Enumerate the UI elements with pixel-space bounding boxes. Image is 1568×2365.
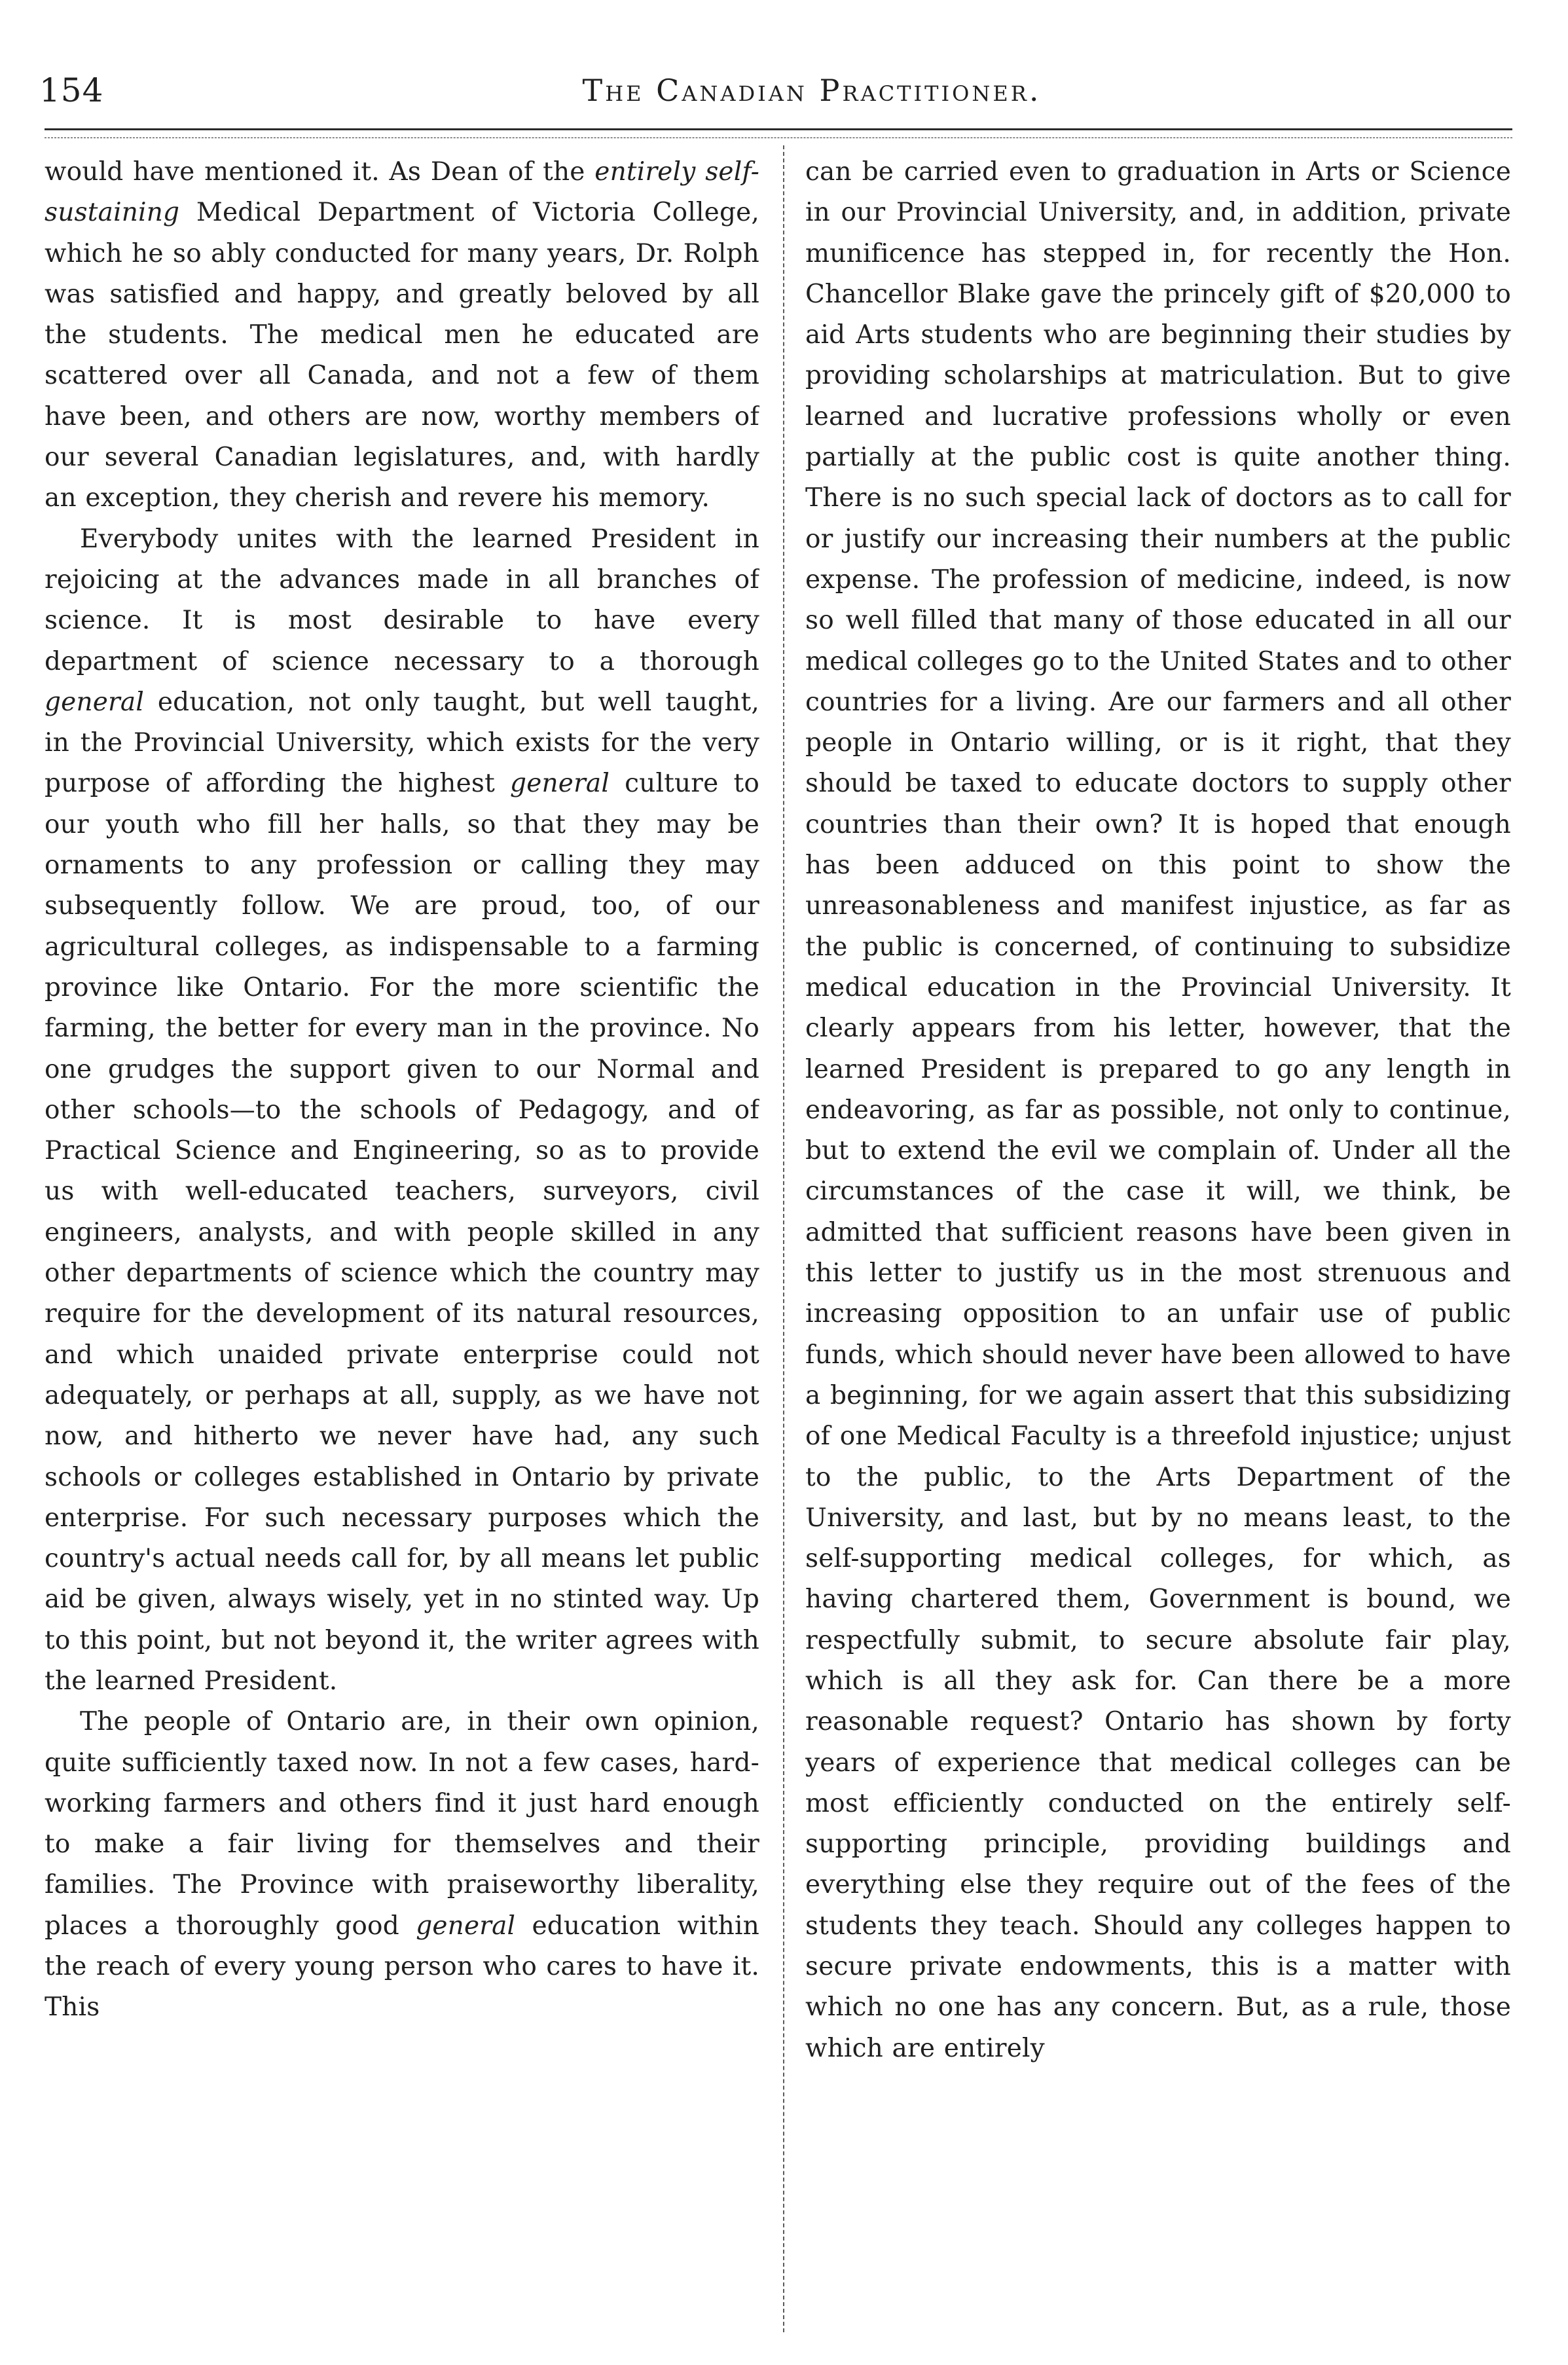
running-title: The Canadian Practitioner. — [582, 73, 1042, 108]
text-run: Everybody unites with the learned President in rejoicing at the advances made in all branches of science. It is most desirable to have every department of science necessary to a thorough — [45, 524, 759, 676]
paragraph — [45, 1702, 759, 2028]
column-divider — [783, 145, 784, 2332]
italic-run: general — [416, 1911, 516, 1941]
italic-run: entirely self-sustaining — [45, 157, 759, 228]
text-run: would have mentioned it. As Dean of the — [45, 157, 595, 187]
left-column — [45, 152, 759, 2326]
page-number: 154 — [39, 71, 104, 109]
paragraph: can be carried even to graduation in Arts or Science in our Provincial University, and, in addition, private munificence has stepped in, for recently the Hon. Chancellor Blake gave the princely gift of $20,000 to aid Arts students who are beginning their studies by providing scholarships at matriculation. But to give learned and lucrative professions wholly or even partially at the public cost is quite another thing. There is no such special lack of doctors as to call for or justify our increasing their numbers at the public expense. The profession of medicine, indeed, is now so well filled that many of those educated in all our medical colleges go to the United States and to other countries for a living. Are our farmers and all other people in Ontario willing, or is it right, that they should be taxed to educate doctors to supply other countries than their own? It is hoped that enough has been adduced on this point to show the unreasonableness and manifest injustice, as far as the public is concerned, of continuing to subsidize medical education in the Provincial University. It clearly appears from his letter, however, that the learned President is prepared to go any length in endeavoring, as far as possible, not only to continue, but to extend the evil we complain of. Under all the circumstances of the case it will, we think, be admitted that sufficient reasons have been given in this letter to justify us in the most strenuous and increasing opposition to an unfair use of public funds, which should never have been allowed to have a beginning, for we again assert that this subsidizing of one Medical Faculty is a threefold injustice; unjust to the public, to the Arts Department of the University, and last, but by no means least, to the self-supporting medical colleges, for which, as having chartered them, Government is bound, we respectfully submit, to secure absolute fair play, which is all they ask for. Can there be a more reasonable request? Ontario has shown by forty years of experience that medical colleges can be most efficiently conducted on the entirely self-supporting principle, providing buildings and everything else they require out of the fees of the students they teach. Should any colleges happen to secure private endowments, this is a matter with which no one has any concern. But, as a rule, those which are entirely — [805, 157, 1511, 2063]
paragraph — [45, 152, 759, 519]
italic-run: general — [510, 769, 610, 799]
header-rule — [45, 128, 1512, 130]
text-run: education within the reach of every young person who cares to have it. This — [45, 1911, 759, 2023]
text-run: education, not only taught, but well taught, in the Provincial University, which exists for the very purpose of affording the highest — [45, 687, 759, 799]
text-run: Medical Department of Victoria College, which he so ably conducted for many years, Dr. Rolph was satisfied and happy, and greatly beloved by all the students. The medical men he educated are scattered over all Canada, and not a few of them have been, and others are now, worthy members of our several Canadian legislatures, and, with hardly an exception, they cherish and revere his memory. — [45, 198, 759, 513]
text-run: The people of Ontario are, in their own opinion, quite sufficiently taxed now. In not a few cases, hard-working farmers and others find it just hard enough to make a fair living for themselves and their families. The Province with praiseworthy liberality, places a thoroughly good — [45, 1707, 759, 1941]
italic-run: general — [45, 687, 145, 717]
paragraph — [45, 519, 759, 1702]
text-run: culture to our youth who fill her halls, so that they may be ornaments to any profession or calling they may subsequently follow. We are proud, too, of our agricultural colleges, as indispensable to a farming province like Ontario. For the more scientific the farming, the better for every man in the province. No one grudges the support given to our Normal and other schools—to the schools of Pedagogy, and of Practical Science and Engineering, so as to provide us with well-educated teachers, surveyors, civil engineers, analysts, and with people skilled in any other departments of science which the country may require for the development of its natural resources, and which unaided private enterprise could not adequately, or perhaps at all, supply, as we have not now, and hitherto we never have had, any such schools or colleges established in Ontario by private enterprise. For such necessary purposes which the country's actual needs call for, by all means let public aid be given, always wisely, yet in no stinted way. Up to this point, but not beyond it, the writer agrees with the learned President. — [45, 769, 759, 1696]
right-column — [805, 152, 1511, 2326]
